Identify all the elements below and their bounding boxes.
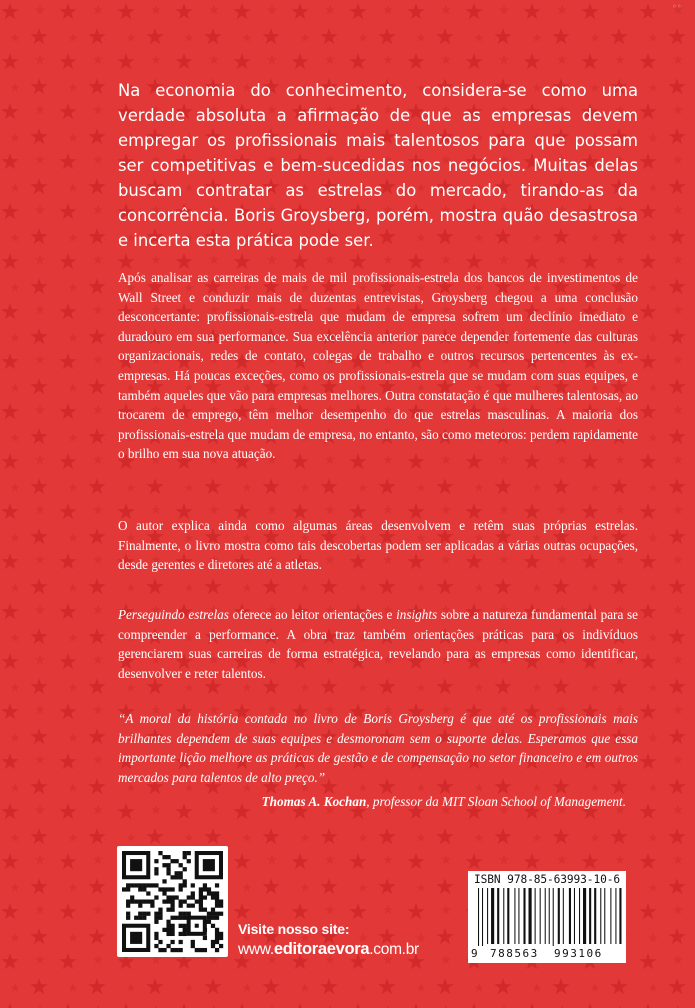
paragraph-3-text-a: oferece ao leitor orientações e [228, 607, 397, 622]
barcode-icon [472, 888, 622, 946]
barcode-left-group: 788563 [490, 947, 539, 960]
qr-code[interactable] [117, 846, 228, 957]
attribution-name: Thomas A. Kochan [261, 794, 367, 809]
corner-mark: ◦◦ [672, 2, 682, 11]
attribution-role: , professor da MIT Sloan School of Management. [366, 794, 626, 809]
barcode-digits [468, 947, 626, 961]
barcode-right-group: 993106 [554, 947, 603, 960]
site-suffix: .com.br [369, 941, 419, 958]
visit-site-label: Visite nosso site: [238, 921, 350, 937]
site-prefix: www. [238, 941, 274, 958]
insights-word: insights [396, 607, 438, 622]
body-paragraph-2: O autor explica ainda como algumas áreas desenvolvem e retêm suas próprias estrelas. Finalmente, o livro mostra como tais descobertas podem ser aplicadas a várias outras ocupações, desde gerentes e diretores até a atletas. [118, 518, 638, 573]
qr-code-icon [117, 846, 228, 957]
quote-attribution [118, 792, 626, 812]
barcode-lead-digit: 9 [471, 947, 478, 960]
book-title: Perseguindo estrelas [118, 607, 229, 622]
paragraph-3-text-b: sobre a natureza fundamental para se compreender a performance. A obra traz também orientações práticas para os indivíduos gerenciarem suas carreiras de forma estratégica, revelando para as empresas como identificar, desenvolver e reter talentos. [118, 607, 638, 681]
site-brand: editoraevora [273, 940, 370, 958]
website-link[interactable] [238, 940, 419, 959]
lead-paragraph: Na economia do conhecimento, considera-se como uma verdade absoluta a afirmação de que as empresas devem empregar os profissionais mais talentosos para que possam ser competitivas e bem-sucedidas nos negócios. Muitas delas buscam contratar as estrelas do mercado, tirando-as da concorrência. Boris Groysberg, porém, mostra quão desastrosa e incerta esta prática pode ser. [118, 81, 638, 250]
body-paragraph-3 [118, 605, 638, 683]
endorsement-quote: “A moral da história contada no livro de Boris Groysberg é que até os profissionais mais brilhantes dependem de suas equipes e desmoronam sem o suporte delas. Esperamos que essa importante lição melhore as práticas de gestão e de compensação no setor financeiro e em outros mercados para talentos de alto preço.” [118, 711, 638, 785]
isbn-label: ISBN 978-85-63993-10-6 [474, 873, 620, 886]
body-paragraph-1: Após analisar as carreiras de mais de mil profissionais-estrela dos bancos de investimentos de Wall Street e conduzir mais de duzentas entrevistas, Groysberg chegou a uma conclusão desconcertante: profissionais-estrela que mudam de empresa sofrem um declínio imediato e duradouro em sua performance. Sua excelência anterior parece depender fortemente das culturas organizacionais, redes de contato, colegas de trabalho e outros recursos pertencentes às ex-empresas. Há poucas exceções, como os profissionais-estrela que se mudam com suas equipes, e também aqueles que vão para empresas melhores. Outra constatação é que mulheres talentosas, ao trocarem de emprego, têm melhor desempenho do que estrelas masculinas. A maioria dos profissionais-estrela que mudam de empresa, no entanto, são como meteoros: perdem rapidamente o brilho em sua nova atuação. [118, 270, 638, 462]
isbn-barcode [468, 871, 626, 963]
